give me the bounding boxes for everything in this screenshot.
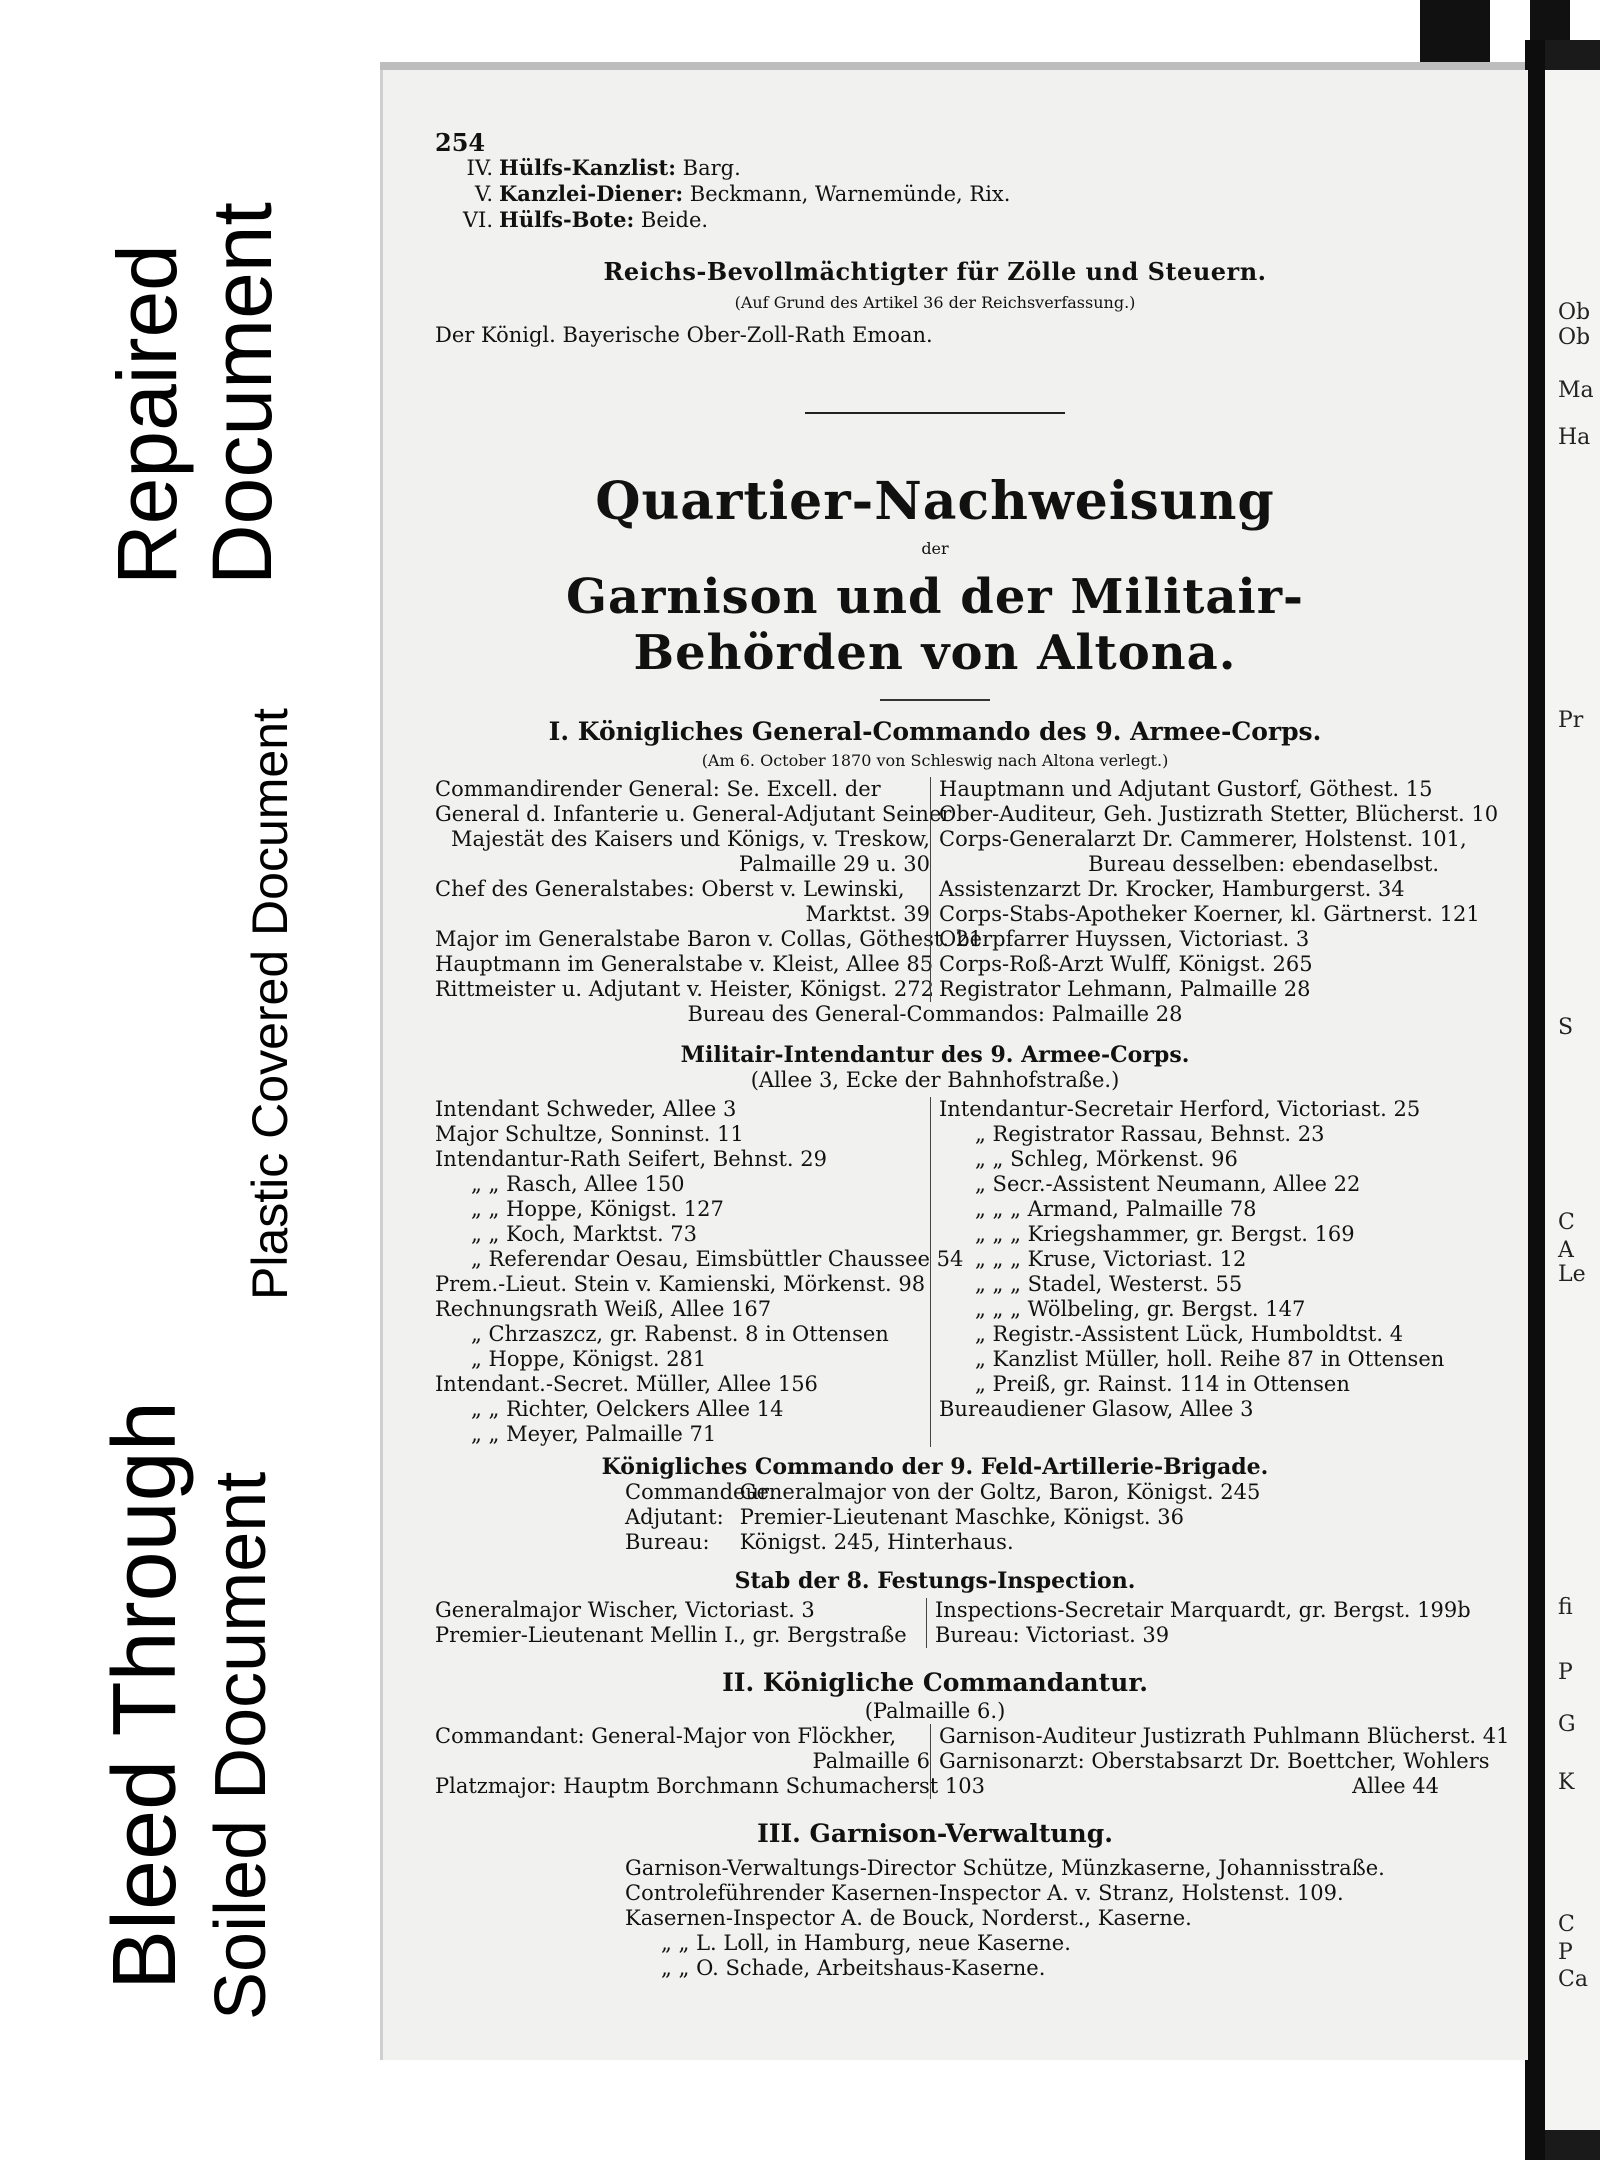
kanzlei-row [435,207,1435,233]
entry-line: „ „ Richter, Oelckers Allee 14 [471,1397,784,1421]
bleed-fragment: Pr [1558,708,1584,733]
role: Hülfs-Kanzlist: [499,155,676,180]
entry-line: Palmaille 29 u. 30 [738,852,930,876]
entry-line: Garnisonarzt: Oberstabsarzt Dr. Boettcher, Wohlers [939,1749,1490,1773]
section2-left [435,1724,985,1799]
intendantur-left [435,1097,964,1447]
bleed-fragment: Ha [1558,425,1591,450]
reich-heading: Reichs-Bevollmächtigter für Zölle und Steuern. [603,257,1267,286]
entry-line: „ Chrzaszcz, gr. Rabenst. 8 in Ottensen [471,1322,889,1346]
entry-line: Rittmeister u. Adjutant v. Heister, Königst. 272 [435,977,934,1001]
entry-line: Majestät des Kaisers und Königs, v. Treskow, [450,827,930,851]
entry-line: „ „ Hoppe, Königst. 127 [471,1197,724,1221]
bleed-fragment: Ob [1558,300,1591,325]
bleed-fragment: C [1558,1210,1575,1235]
entry-line: Hauptmann im Generalstabe v. Kleist, Allee 85 [435,952,934,976]
entry-line: „ Preiß, gr. Rainst. 114 in Ottensen [975,1372,1350,1396]
entry-line: Ober-Auditeur, Geh. Justizrath Stetter, Blücherst. 10 [939,802,1499,826]
section-rule [805,412,1065,414]
entry-line: Corps-Generalarzt Dr. Cammerer, Holstenst. 101, [939,827,1467,851]
names: Beide. [640,208,709,232]
row-label: Bureau: [625,1530,710,1554]
entry-line: Bureaudiener Glasow, Allee 3 [939,1397,1254,1421]
entry-line: Allee 44 [1352,1774,1439,1798]
section3-heading: III. Garnison-Verwaltung. [757,1819,1113,1848]
bleed-fragment: P [1558,1660,1573,1685]
page-number: 254 [435,128,486,157]
entry-line: „ „ „ Armand, Palmaille 78 [975,1197,1257,1221]
section1-left [435,777,983,1002]
names: Beckmann, Warnemünde, Rix. [689,182,1011,206]
entry-line: „ „ „ Wölbeling, gr. Bergst. 147 [975,1297,1306,1321]
festung-left [435,1598,926,1648]
entry-line: Registrator Lehmann, Palmaille 28 [939,977,1311,1001]
entry-line: Palmaille 6 [812,1749,930,1773]
intendantur-heading: Militair-Intendantur des 9. Armee-Corps. [680,1042,1190,1068]
row-text: Generalmajor von der Goltz, Baron, Königst. 245 [739,1480,1261,1504]
brigade-lines [625,1480,1435,1555]
label-bleed-through: Bleed Through [95,1401,195,1990]
label-plastic-covered: Plastic Covered Document [242,708,298,1300]
bleed-fragment: Ma [1558,378,1594,403]
entry-line: „ Secr.-Assistent Neumann, Allee 22 [975,1172,1361,1196]
entry-line: Rechnungsrath Weiß, Allee 167 [435,1297,772,1321]
roman-numeral: IV. [466,156,493,180]
entry-line: Prem.-Lieut. Stein v. Kamienski, Mörkenst. 98 [435,1272,926,1296]
section3-lines [625,1856,1435,1981]
section1-columns [435,777,1499,1002]
entry-line: Marktst. 39 [805,902,930,926]
bleed-fragment: Ca [1558,1967,1588,1992]
bleed-fragment: G [1558,1712,1576,1737]
festung-heading: Stab der 8. Festungs-Inspection. [734,1568,1136,1594]
title-der: der [921,539,949,558]
binding-shadow [1525,40,1545,2160]
section1-heading: I. Königliches General-Commando des 9. Armee-Corps. [548,717,1322,746]
entry-line: Garnison-Verwaltungs-Director Schütze, Münzkaserne, Johannisstraße. [625,1856,1385,1880]
brigade-row [625,1480,1435,1505]
bleed-fragment: Ob [1558,325,1591,350]
entry-line: „ Referendar Oesau, Eimsbüttler Chaussee 54 [471,1247,964,1271]
row-label: Adjutant: [625,1505,724,1529]
names: Barg. [682,156,741,180]
intendantur-right [930,1097,1445,1447]
row-text: Premier-Lieutenant Maschke, Königst. 36 [739,1505,1184,1529]
entry-line: Bureau desselben: ebendaselbst. [1088,852,1439,876]
entry-line: Intendant Schweder, Allee 3 [435,1097,737,1121]
entry-line: Premier-Lieutenant Mellin I., gr. Bergstraße [435,1623,907,1647]
festung-right [926,1598,1471,1648]
festung-columns [435,1598,1471,1648]
entry-line: Bureau: Victoriast. 39 [935,1623,1170,1647]
entry-line: „ Registrator Rassau, Behnst. 23 [975,1122,1325,1146]
entry-line: „ Registr.-Assistent Lück, Humboldtst. 4 [975,1322,1404,1346]
entry-line: Assistenzarzt Dr. Krocker, Hamburgerst. 34 [939,877,1405,901]
roman-numeral: V. [474,182,493,206]
entry-line: Controleführender Kasernen-Inspector A. v. Stranz, Holstenst. 109. [625,1881,1344,1905]
label-strip [0,0,330,2177]
entry-line: Inspections-Secretair Marquardt, gr. Bergst. 199b [935,1598,1471,1622]
title-sub: Garnison und der Militair-Behörden von Altona. [566,569,1304,681]
brigade-row [625,1505,1435,1530]
section1-right [930,777,1499,1002]
section1-bureau: Bureau des General-Commandos: Palmaille 28 [687,1002,1183,1026]
entry-line: „ „ „ Kruse, Victoriast. 12 [975,1247,1247,1271]
section1-note: (Am 6. October 1870 von Schleswig nach Altona verlegt.) [701,751,1169,770]
section2-note: (Palmaille 6.) [864,1699,1006,1723]
entry-line: Generalmajor Wischer, Victoriast. 3 [435,1598,815,1622]
bleed-fragment: S [1558,1015,1574,1040]
intendantur-note: (Allee 3, Ecke der Bahnhofstraße.) [750,1068,1120,1092]
entry-line: Corps-Roß-Arzt Wulff, Königst. 265 [939,952,1313,976]
entry-line: „ Hoppe, Königst. 281 [471,1347,707,1371]
label-soiled: Soiled Document [201,1471,281,2020]
entry-line: „ „ Meyer, Palmaille 71 [471,1422,717,1446]
entry-line: Garnison-Auditeur Justizrath Puhlmann Blücherst. 41 [939,1724,1510,1748]
role: Kanzlei-Diener: [499,181,684,206]
entry-line: Major Schultze, Sonninst. 11 [435,1122,744,1146]
bleed-fragment: C [1558,1912,1575,1937]
entry-line: Intendantur-Secretair Herford, Victoriast. 25 [939,1097,1421,1121]
section2-heading: II. Königliche Commandantur. [722,1668,1148,1697]
brigade-heading: Königliches Commando der 9. Feld-Artillerie-Brigade. [601,1454,1269,1480]
label-document: Document [195,202,289,585]
entry-line: Kasernen-Inspector A. de Bouck, Norderst., Kaserne. [625,1906,1192,1930]
entry-line: Intendantur-Rath Seifert, Behnst. 29 [435,1147,828,1171]
row-text: Königst. 245, Hinterhaus. [739,1530,1014,1554]
kanzlei-row [435,181,1435,207]
kanzlei-list [435,155,1435,233]
reich-line: Der Königl. Bayerische Ober-Zoll-Rath Emoan. [435,323,933,347]
entry-line: Oberpfarrer Huyssen, Victoriast. 3 [939,927,1310,951]
title-rule [880,699,990,701]
bleed-fragment: P [1558,1940,1573,1965]
entry-line: „ „ O. Schade, Arbeitshaus-Kaserne. [661,1956,1046,1980]
row-label: Commandeur: [625,1480,777,1504]
entry-line: „ „ Rasch, Allee 150 [471,1172,685,1196]
section2-right [930,1724,1510,1799]
entry-line: „ „ „ Stadel, Westerst. 55 [975,1272,1243,1296]
entry-line: „ „ L. Loll, in Hamburg, neue Kaserne. [661,1931,1071,1955]
entry-line: Major im Generalstabe Baron v. Collas, Göthest. 21 [435,927,983,951]
entry-line: Commandirender General: Se. Excell. der [435,777,881,801]
entry-line: „ Kanzlist Müller, holl. Reihe 87 in Ottensen [975,1347,1445,1371]
reich-note: (Auf Grund des Artikel 36 der Reichsverfassung.) [734,293,1136,312]
entry-line: Chef des Generalstabes: Oberst v. Lewinski, [435,877,905,901]
title-main: Quartier-Nachweisung [595,471,1275,532]
entry-line: „ „ „ Kriegshammer, gr. Bergst. 169 [975,1222,1355,1246]
entry-line: „ „ Koch, Marktst. 73 [471,1222,698,1246]
entry-line: Hauptmann und Adjutant Gustorf, Göthest. 15 [939,777,1433,801]
entry-line: Corps-Stabs-Apotheker Koerner, kl. Gärtnerst. 121 [939,902,1480,926]
entry-line: Platzmajor: Hauptm Borchmann Schumacherst 103 [435,1774,985,1798]
brigade-row [625,1530,1435,1555]
bleed-fragment: fi [1558,1595,1573,1620]
entry-line: Intendant.-Secret. Müller, Allee 156 [435,1372,818,1396]
entry-line: „ „ Schleg, Mörkenst. 96 [975,1147,1238,1171]
kanzlei-row [435,155,1435,181]
page-content [435,128,1510,1981]
entry-line: Commandant: General-Major von Flöckher, [435,1724,897,1748]
roman-numeral: VI. [462,208,493,232]
section2-columns [435,1724,1510,1799]
entry-line: General d. Infanterie u. General-Adjutant Seiner [435,802,952,826]
bleed-fragment: A [1558,1238,1574,1263]
bleed-fragment: K [1558,1770,1575,1795]
bleed-fragment: Le [1558,1262,1586,1287]
intendantur-columns [435,1097,1445,1447]
role: Hülfs-Bote: [499,207,635,232]
label-repaired: Repaired [100,244,194,585]
